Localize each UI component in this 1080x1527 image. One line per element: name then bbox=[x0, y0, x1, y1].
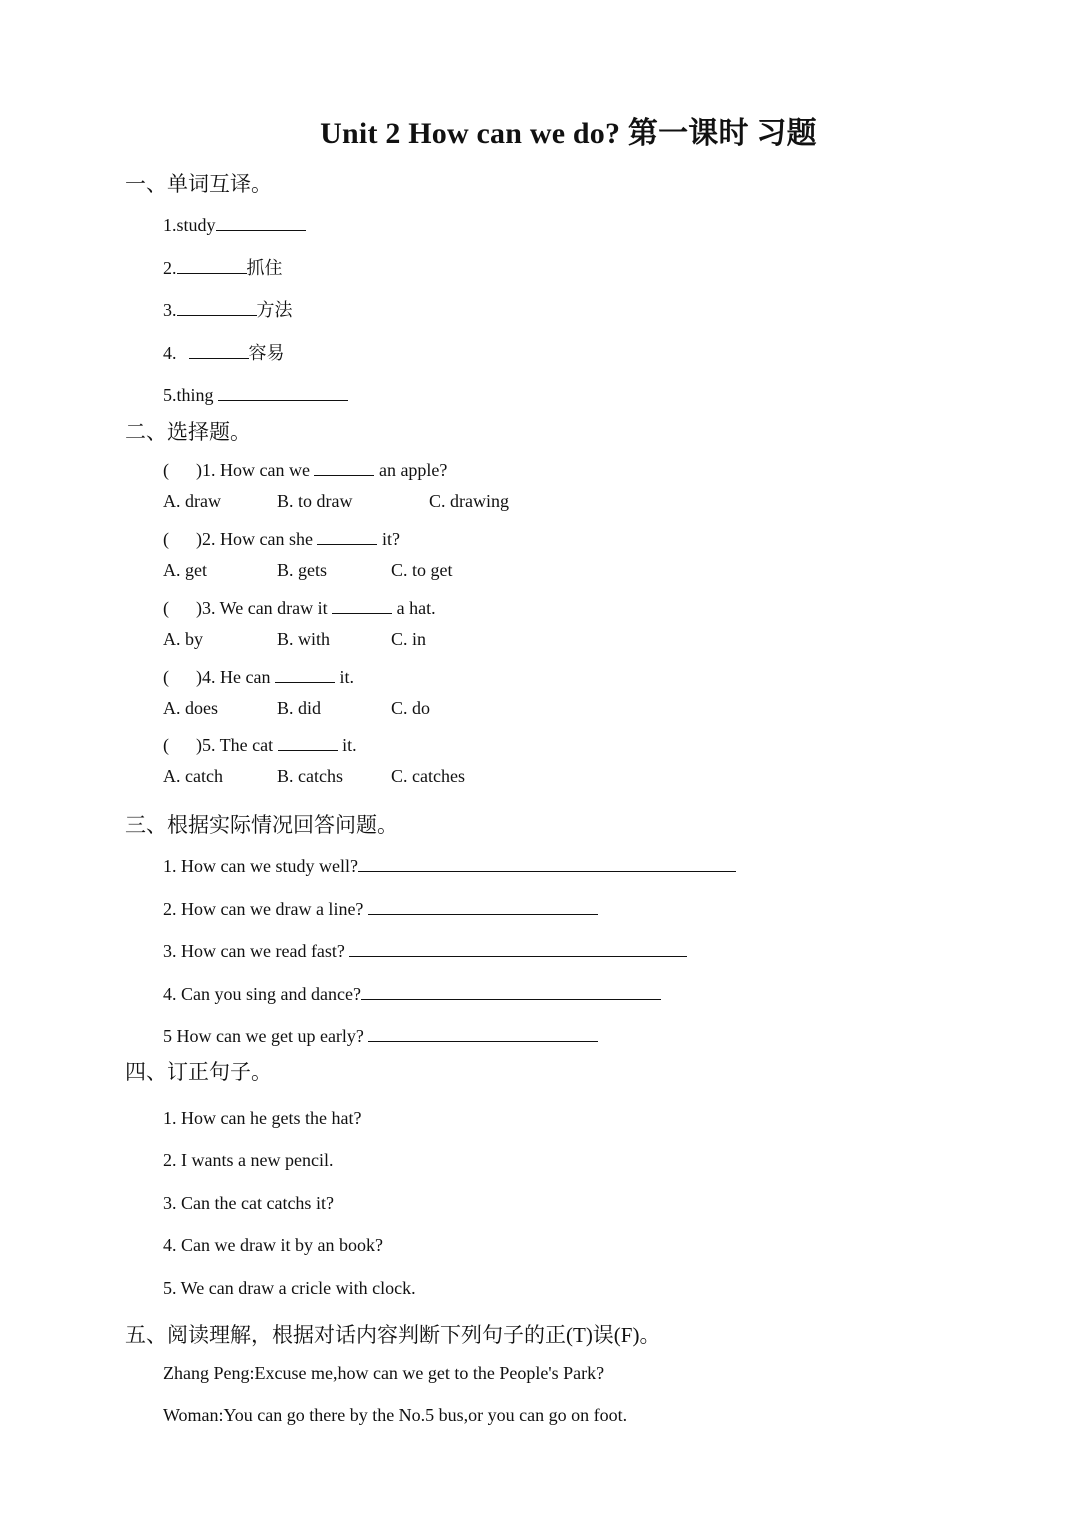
page-title: Unit 2 How can we do? 第一课时 习题 bbox=[320, 117, 817, 150]
answer-blank[interactable] bbox=[368, 896, 598, 915]
s3-item-5-text: 5 How can we get up early? bbox=[163, 1026, 369, 1046]
s2-options-2 bbox=[163, 560, 453, 581]
s2-question-5 bbox=[163, 732, 357, 756]
option-c[interactable]: C. catches bbox=[391, 766, 465, 786]
s3-item-2 bbox=[163, 896, 598, 920]
s3-item-1 bbox=[163, 853, 736, 877]
s2-question-4 bbox=[163, 664, 354, 688]
section-4-heading: 四、订正句子。 bbox=[125, 1060, 272, 1084]
s2-options-3 bbox=[163, 629, 426, 650]
s3-item-4 bbox=[163, 981, 661, 1005]
answer-blank[interactable] bbox=[177, 297, 257, 316]
s1-item-2-label: 2. bbox=[163, 258, 177, 278]
option-c[interactable]: C. in bbox=[391, 629, 427, 649]
option-a[interactable]: A. by bbox=[163, 629, 203, 649]
answer-blank[interactable] bbox=[349, 938, 687, 957]
s2-question-3 bbox=[163, 595, 436, 619]
s4-item-2: 2. I wants a new pencil. bbox=[163, 1150, 334, 1170]
answer-blank[interactable] bbox=[317, 526, 377, 545]
s4-item-5: 5. We can draw a cricle with clock. bbox=[163, 1278, 416, 1298]
s4-item-4: 4. Can we draw it by an book? bbox=[163, 1235, 383, 1255]
q3-stem-b: a hat. bbox=[392, 598, 436, 618]
section-5-heading: 五、阅读理解，根据对话内容判断下列句子的正(T)误(F)。 bbox=[125, 1323, 661, 1347]
s4-item-1: 1. How can he gets the hat? bbox=[163, 1108, 362, 1128]
section-1-heading: 一、单词互译。 bbox=[125, 172, 272, 196]
s3-item-5 bbox=[163, 1023, 598, 1047]
s3-item-3-text: 3. How can we read fast? bbox=[163, 941, 350, 961]
s3-item-4-text: 4. Can you sing and dance? bbox=[163, 984, 361, 1004]
q4-stem-a: ( )4. He can bbox=[163, 667, 275, 687]
option-b[interactable]: B. with bbox=[277, 629, 331, 649]
s3-item-2-text: 2. How can we draw a line? bbox=[163, 899, 368, 919]
dialogue-line-1: Zhang Peng:Excuse me,how can we get to the People's Park? bbox=[163, 1363, 605, 1383]
s1-item-3-label: 3. bbox=[163, 300, 177, 320]
s2-options-4 bbox=[163, 698, 430, 719]
s2-options-5 bbox=[163, 766, 465, 787]
section-2-heading: 二、选择题。 bbox=[125, 420, 251, 444]
option-b[interactable]: B. to draw bbox=[277, 491, 353, 511]
answer-blank[interactable] bbox=[218, 382, 348, 401]
answer-blank[interactable] bbox=[368, 1023, 598, 1042]
s2-question-1 bbox=[163, 457, 447, 481]
q5-stem-a: ( )5. The cat bbox=[163, 735, 278, 755]
s4-item-3: 3. Can the cat catchs it? bbox=[163, 1193, 334, 1213]
option-a[interactable]: A. does bbox=[163, 698, 218, 718]
s1-item-3-cn: 方法 bbox=[256, 300, 293, 320]
option-c[interactable]: C. to get bbox=[391, 560, 453, 580]
s1-item-1-label: 1.study bbox=[163, 215, 216, 235]
s1-item-4-label: 4. bbox=[163, 343, 177, 363]
s1-item-2-cn: 抓住 bbox=[246, 258, 283, 278]
s1-item-4 bbox=[163, 339, 285, 365]
q1-stem-a: ( )1. How can we bbox=[163, 460, 315, 480]
answer-blank[interactable] bbox=[216, 212, 306, 231]
answer-blank[interactable] bbox=[361, 981, 661, 1000]
s1-item-3 bbox=[163, 296, 293, 322]
s2-options-1 bbox=[163, 491, 509, 512]
answer-blank[interactable] bbox=[177, 255, 247, 274]
s3-item-1-text: 1. How can we study well? bbox=[163, 856, 358, 876]
q4-stem-b: it. bbox=[334, 667, 354, 687]
section-3-heading: 三、根据实际情况回答问题。 bbox=[125, 813, 398, 837]
q2-stem-a: ( )2. How can she bbox=[163, 529, 318, 549]
answer-blank[interactable] bbox=[358, 853, 736, 872]
s1-item-2 bbox=[163, 254, 283, 280]
s1-item-1 bbox=[163, 212, 306, 236]
q3-stem-a: ( )3. We can draw it bbox=[163, 598, 333, 618]
q1-stem-b: an apple? bbox=[374, 460, 448, 480]
option-b[interactable]: B. did bbox=[277, 698, 322, 718]
dialogue-line-2: Woman:You can go there by the No.5 bus,or you can go on foot. bbox=[163, 1405, 628, 1425]
q5-stem-b: it. bbox=[337, 735, 357, 755]
option-a[interactable]: A. catch bbox=[163, 766, 223, 786]
answer-blank[interactable] bbox=[332, 595, 392, 614]
answer-blank[interactable] bbox=[278, 732, 338, 751]
s1-item-5-label: 5.thing bbox=[163, 385, 219, 405]
answer-blank[interactable] bbox=[189, 340, 249, 359]
s2-question-2 bbox=[163, 526, 400, 550]
option-a[interactable]: A. draw bbox=[163, 491, 221, 511]
option-b[interactable]: B. catchs bbox=[277, 766, 343, 786]
s1-item-4-cn: 容易 bbox=[248, 343, 285, 363]
answer-blank[interactable] bbox=[275, 664, 335, 683]
option-b[interactable]: B. gets bbox=[277, 560, 328, 580]
option-c[interactable]: C. do bbox=[391, 698, 431, 718]
option-c[interactable]: C. drawing bbox=[429, 491, 509, 511]
option-a[interactable]: A. get bbox=[163, 560, 207, 580]
q2-stem-b: it? bbox=[377, 529, 400, 549]
answer-blank[interactable] bbox=[314, 457, 374, 476]
s3-item-3 bbox=[163, 938, 687, 962]
s1-item-5 bbox=[163, 382, 348, 406]
